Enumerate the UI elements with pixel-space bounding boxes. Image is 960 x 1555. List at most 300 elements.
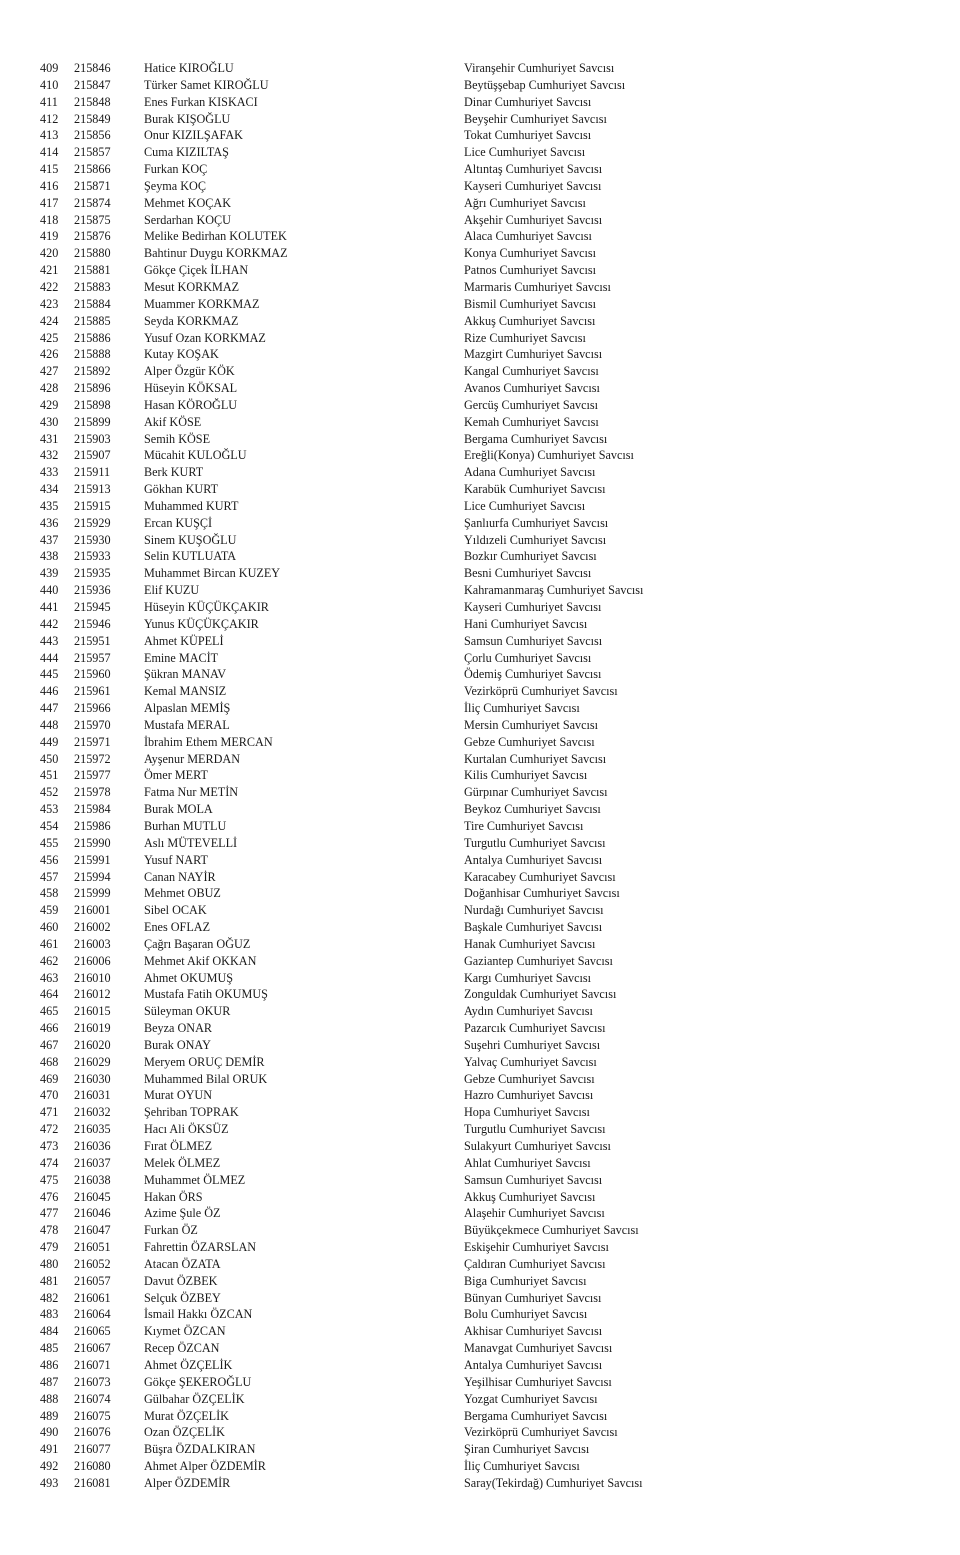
table-row — [0, 397, 960, 414]
table-row — [0, 565, 960, 582]
registry-number: 215929 — [74, 515, 111, 530]
row-number: 487 — [40, 1374, 59, 1389]
assigned-post: İliç Cumhuriyet Savcısı — [464, 1459, 580, 1474]
row-number: 485 — [40, 1341, 59, 1356]
row-number: 444 — [40, 650, 59, 665]
assigned-post: Başkale Cumhuriyet Savcısı — [464, 920, 603, 935]
appointment-list — [0, 60, 960, 1492]
assigned-post: Viranşehir Cumhuriyet Savcısı — [464, 61, 615, 75]
assigned-post: Eskişehir Cumhuriyet Savcısı — [464, 1240, 609, 1255]
person-name: Fahrettin ÖZARSLAN — [144, 1240, 257, 1255]
registry-number: 215888 — [74, 347, 111, 362]
person-name: Kutay KOŞAK — [144, 347, 219, 362]
registry-number: 215898 — [74, 397, 111, 412]
table-row — [0, 801, 960, 818]
row-number: 450 — [40, 751, 59, 766]
assigned-post: Hazro Cumhuriyet Savcısı — [464, 1088, 594, 1103]
table-row — [0, 666, 960, 683]
registry-number: 215907 — [74, 448, 111, 463]
person-name: Burhan MUTLU — [144, 818, 227, 833]
table-row — [0, 885, 960, 902]
table-row — [0, 986, 960, 1003]
person-name: Seyda KORKMAZ — [144, 313, 239, 328]
row-number: 479 — [40, 1240, 59, 1255]
row-number: 475 — [40, 1172, 59, 1187]
registry-number: 216036 — [74, 1139, 111, 1153]
row-number: 471 — [40, 1105, 59, 1120]
person-name: Melike Bedirhan KOLUTEK — [144, 229, 287, 244]
table-row — [0, 431, 960, 448]
table-row — [0, 464, 960, 481]
person-name: Serdarhan KOÇU — [144, 212, 231, 227]
row-number: 409 — [40, 61, 59, 75]
person-name: Hakan ÖRS — [144, 1189, 203, 1204]
registry-number: 215892 — [74, 364, 111, 379]
registry-number: 216076 — [74, 1425, 111, 1440]
registry-number: 215935 — [74, 566, 111, 581]
table-row — [0, 548, 960, 565]
assigned-post: Konya Cumhuriyet Savcısı — [464, 246, 597, 261]
assigned-post: Turgutlu Cumhuriyet Savcısı — [464, 1122, 606, 1137]
assigned-post: Beykoz Cumhuriyet Savcısı — [464, 802, 601, 817]
registry-number: 215960 — [74, 667, 111, 682]
person-name: Hasan KÖROĞLU — [144, 397, 238, 412]
table-row — [0, 296, 960, 313]
table-row — [0, 835, 960, 852]
row-number: 441 — [40, 600, 59, 614]
row-number: 478 — [40, 1223, 59, 1238]
person-name: Akif KÖSE — [144, 414, 202, 429]
assigned-post: Şanlıurfa Cumhuriyet Savcısı — [464, 515, 609, 530]
assigned-post: Zonguldak Cumhuriyet Savcısı — [464, 987, 617, 1002]
row-number: 464 — [40, 987, 59, 1002]
row-number: 463 — [40, 970, 59, 985]
registry-number: 216032 — [74, 1105, 111, 1120]
registry-number: 216064 — [74, 1307, 111, 1322]
assigned-post: Besni Cumhuriyet Savcısı — [464, 566, 592, 581]
assigned-post: Kargı Cumhuriyet Savcısı — [464, 970, 592, 985]
person-name: Selçuk ÖZBEY — [144, 1290, 221, 1305]
assigned-post: Alaşehir Cumhuriyet Savcısı — [464, 1206, 605, 1221]
registry-number: 215881 — [74, 263, 111, 278]
assigned-post: Yalvaç Cumhuriyet Savcısı — [464, 1054, 597, 1069]
row-number: 414 — [40, 145, 59, 160]
table-row — [0, 1323, 960, 1340]
person-name: Mehmet KOÇAK — [144, 195, 231, 210]
row-number: 427 — [40, 364, 59, 379]
assigned-post: Vezirköprü Cumhuriyet Savcısı — [464, 684, 618, 699]
table-row — [0, 262, 960, 279]
registry-number: 215930 — [74, 532, 111, 547]
table-row — [0, 767, 960, 784]
registry-number: 215899 — [74, 414, 111, 429]
person-name: Burak KIŞOĞLU — [144, 111, 231, 126]
person-name: Ahmet ÖZÇELİK — [144, 1357, 233, 1372]
registry-number: 216020 — [74, 1037, 111, 1052]
registry-number: 215875 — [74, 212, 111, 227]
row-number: 445 — [40, 667, 59, 682]
row-number: 489 — [40, 1408, 59, 1423]
registry-number: 216012 — [74, 987, 111, 1002]
assigned-post: Kemah Cumhuriyet Savcısı — [464, 414, 599, 429]
person-name: Gökçe Çiçek İLHAN — [144, 263, 249, 278]
assigned-post: Beyşehir Cumhuriyet Savcısı — [464, 111, 607, 126]
row-number: 468 — [40, 1054, 59, 1069]
assigned-post: Gebze Cumhuriyet Savcısı — [464, 734, 595, 749]
assigned-post: Suşehri Cumhuriyet Savcısı — [464, 1037, 601, 1052]
row-number: 425 — [40, 330, 59, 345]
registry-number: 215977 — [74, 768, 111, 783]
row-number: 486 — [40, 1357, 59, 1372]
assigned-post: Vezirköprü Cumhuriyet Savcısı — [464, 1425, 618, 1440]
registry-number: 215991 — [74, 852, 111, 867]
registry-number: 215946 — [74, 616, 111, 631]
registry-number: 215846 — [74, 61, 111, 75]
table-row — [0, 683, 960, 700]
assigned-post: Hani Cumhuriyet Savcısı — [464, 616, 588, 631]
registry-number: 216052 — [74, 1256, 111, 1271]
person-name: İbrahim Ethem MERCAN — [144, 734, 273, 749]
assigned-post: Ödemiş Cumhuriyet Savcısı — [464, 667, 602, 682]
assigned-post: Hopa Cumhuriyet Savcısı — [464, 1105, 590, 1120]
assigned-post: Saray(Tekirdağ) Cumhuriyet Savcısı — [464, 1475, 643, 1490]
assigned-post: Çorlu Cumhuriyet Savcısı — [464, 650, 592, 665]
person-name: Süleyman OKUR — [144, 1004, 231, 1019]
registry-number: 215847 — [74, 77, 111, 92]
row-number: 420 — [40, 246, 59, 261]
row-number: 490 — [40, 1425, 59, 1440]
row-number: 418 — [40, 212, 59, 227]
row-number: 410 — [40, 77, 59, 92]
registry-number: 216002 — [74, 920, 111, 935]
person-name: Murat OYUN — [144, 1088, 213, 1103]
registry-number: 216074 — [74, 1391, 111, 1406]
registry-number: 215883 — [74, 279, 111, 294]
registry-number: 216051 — [74, 1240, 111, 1255]
table-row — [0, 902, 960, 919]
assigned-post: Yeşilhisar Cumhuriyet Savcısı — [464, 1374, 612, 1389]
table-row — [0, 447, 960, 464]
row-number: 469 — [40, 1071, 59, 1086]
row-number: 449 — [40, 734, 59, 749]
row-number: 436 — [40, 515, 59, 530]
row-number: 415 — [40, 162, 59, 177]
assigned-post: Bergama Cumhuriyet Savcısı — [464, 431, 608, 446]
table-row — [0, 734, 960, 751]
person-name: Gökçe ŞEKEROĞLU — [144, 1374, 252, 1389]
table-row — [0, 582, 960, 599]
table-row — [0, 1222, 960, 1239]
row-number: 419 — [40, 229, 59, 244]
row-number: 458 — [40, 886, 59, 901]
person-name: Mücahit KULOĞLU — [144, 448, 247, 463]
registry-number: 215972 — [74, 751, 111, 766]
row-number: 482 — [40, 1290, 59, 1305]
table-row — [0, 1357, 960, 1374]
table-row — [0, 1306, 960, 1323]
person-name: Meryem ORUÇ DEMİR — [144, 1054, 265, 1069]
assigned-post: Yozgat Cumhuriyet Savcısı — [464, 1391, 598, 1406]
row-number: 459 — [40, 903, 59, 918]
assigned-post: Avanos Cumhuriyet Savcısı — [464, 381, 600, 396]
person-name: Çağrı Başaran OĞUZ — [144, 936, 251, 951]
table-row — [0, 212, 960, 229]
table-row — [0, 94, 960, 111]
registry-number: 216046 — [74, 1206, 111, 1221]
person-name: Burak ONAY — [144, 1037, 211, 1052]
row-number: 493 — [40, 1475, 59, 1490]
row-number: 437 — [40, 532, 59, 547]
person-name: Canan NAYİR — [144, 869, 216, 884]
table-row — [0, 498, 960, 515]
person-name: Ayşenur MERDAN — [144, 751, 241, 766]
registry-number: 216030 — [74, 1071, 111, 1086]
row-number: 457 — [40, 869, 59, 884]
table-row — [0, 1374, 960, 1391]
registry-number: 215866 — [74, 162, 111, 177]
person-name: Türker Samet KIROĞLU — [144, 77, 269, 92]
assigned-post: Çaldıran Cumhuriyet Savcısı — [464, 1256, 606, 1271]
person-name: Büşra ÖZDALKIRAN — [144, 1442, 256, 1457]
person-name: Aslı MÜTEVELLİ — [144, 835, 238, 850]
table-row — [0, 245, 960, 262]
row-number: 412 — [40, 111, 59, 126]
person-name: Mustafa Fatih OKUMUŞ — [144, 987, 268, 1002]
table-row — [0, 616, 960, 633]
table-row — [0, 784, 960, 801]
table-row — [0, 869, 960, 886]
registry-number: 216071 — [74, 1357, 111, 1372]
table-row — [0, 970, 960, 987]
row-number: 439 — [40, 566, 59, 581]
row-number: 488 — [40, 1391, 59, 1406]
table-row — [0, 700, 960, 717]
row-number: 433 — [40, 465, 59, 480]
person-name: Ömer MERT — [144, 768, 208, 783]
assigned-post: Biga Cumhuriyet Savcısı — [464, 1273, 587, 1288]
row-number: 477 — [40, 1206, 59, 1221]
assigned-post: Gürpınar Cumhuriyet Savcısı — [464, 785, 608, 800]
row-number: 447 — [40, 701, 59, 716]
assigned-post: Rize Cumhuriyet Savcısı — [464, 330, 586, 345]
assigned-post: Yıldızeli Cumhuriyet Savcısı — [464, 532, 607, 547]
assigned-post: Altıntaş Cumhuriyet Savcısı — [464, 162, 603, 177]
assigned-post: Akkuş Cumhuriyet Savcısı — [464, 313, 596, 328]
person-name: Yusuf Ozan KORKMAZ — [144, 330, 266, 345]
registry-number: 215933 — [74, 549, 111, 564]
row-number: 454 — [40, 818, 59, 833]
assigned-post: Manavgat Cumhuriyet Savcısı — [464, 1341, 613, 1356]
registry-number: 216019 — [74, 1021, 111, 1036]
table-row — [0, 532, 960, 549]
registry-number: 215951 — [74, 633, 111, 648]
person-name: Ercan KUŞÇİ — [144, 515, 213, 530]
person-name: Gülbahar ÖZÇELİK — [144, 1391, 245, 1406]
row-number: 465 — [40, 1004, 59, 1019]
registry-number: 216061 — [74, 1290, 111, 1305]
assigned-post: Nurdağı Cumhuriyet Savcısı — [464, 903, 604, 918]
person-name: Furkan KOÇ — [144, 162, 208, 177]
registry-number: 216003 — [74, 936, 111, 951]
registry-number: 216075 — [74, 1408, 111, 1423]
registry-number: 215945 — [74, 600, 111, 614]
row-number: 428 — [40, 381, 59, 396]
assigned-post: Akkuş Cumhuriyet Savcısı — [464, 1189, 596, 1204]
assigned-post: Gercüş Cumhuriyet Savcısı — [464, 397, 599, 412]
table-row — [0, 717, 960, 734]
row-number: 422 — [40, 279, 59, 294]
assigned-post: Beytüşşebap Cumhuriyet Savcısı — [464, 77, 626, 92]
person-name: Muhammed KURT — [144, 498, 239, 513]
assigned-post: Karacabey Cumhuriyet Savcısı — [464, 869, 616, 884]
table-row — [0, 1408, 960, 1425]
table-row — [0, 650, 960, 667]
table-row — [0, 346, 960, 363]
table-row — [0, 330, 960, 347]
assigned-post: Akhisar Cumhuriyet Savcısı — [464, 1324, 603, 1339]
assigned-post: Bergama Cumhuriyet Savcısı — [464, 1408, 608, 1423]
row-number: 470 — [40, 1088, 59, 1103]
row-number: 491 — [40, 1442, 59, 1457]
row-number: 416 — [40, 178, 59, 193]
table-row — [0, 1003, 960, 1020]
assigned-post: Samsun Cumhuriyet Savcısı — [464, 633, 603, 648]
table-row — [0, 1172, 960, 1189]
row-number: 472 — [40, 1122, 59, 1137]
registry-number: 215886 — [74, 330, 111, 345]
registry-number: 216035 — [74, 1122, 111, 1137]
table-row — [0, 1290, 960, 1307]
table-row — [0, 228, 960, 245]
registry-number: 215885 — [74, 313, 111, 328]
person-name: Muhammed Bilal ORUK — [144, 1071, 268, 1086]
row-number: 434 — [40, 482, 59, 497]
table-row — [0, 633, 960, 650]
row-number: 474 — [40, 1155, 59, 1170]
row-number: 426 — [40, 347, 59, 362]
registry-number: 216029 — [74, 1054, 111, 1069]
table-row — [0, 1087, 960, 1104]
person-name: Ahmet KÜPELİ — [144, 633, 224, 648]
person-name: Melek ÖLMEZ — [144, 1155, 221, 1170]
person-name: Alper ÖZDEMİR — [144, 1475, 231, 1490]
person-name: Burak MOLA — [144, 802, 213, 817]
table-row — [0, 1104, 960, 1121]
assigned-post: Kangal Cumhuriyet Savcısı — [464, 364, 599, 379]
registry-number: 215848 — [74, 94, 111, 109]
assigned-post: Lice Cumhuriyet Savcısı — [464, 498, 586, 513]
registry-number: 215876 — [74, 229, 111, 244]
registry-number: 216038 — [74, 1172, 111, 1187]
row-number: 462 — [40, 953, 59, 968]
row-number: 453 — [40, 802, 59, 817]
table-row — [0, 1475, 960, 1492]
table-row — [0, 111, 960, 128]
table-row — [0, 313, 960, 330]
row-number: 435 — [40, 498, 59, 513]
person-name: Beyza ONAR — [144, 1021, 213, 1036]
registry-number: 215880 — [74, 246, 111, 261]
person-name: Alpaslan MEMİŞ — [144, 701, 231, 716]
person-name: Atacan ÖZATA — [144, 1256, 221, 1271]
registry-number: 215856 — [74, 128, 111, 143]
person-name: Hüseyin KÜÇÜKÇAKIR — [144, 600, 269, 614]
assigned-post: Bozkır Cumhuriyet Savcısı — [464, 549, 597, 564]
table-row — [0, 77, 960, 94]
table-row — [0, 127, 960, 144]
person-name: Hacı Ali ÖKSÜZ — [144, 1122, 229, 1137]
table-row — [0, 1037, 960, 1054]
assigned-post: Samsun Cumhuriyet Savcısı — [464, 1172, 603, 1187]
person-name: Furkan ÖZ — [144, 1223, 198, 1238]
person-name: Ahmet Alper ÖZDEMİR — [144, 1459, 266, 1474]
row-number: 461 — [40, 936, 59, 951]
table-row — [0, 1441, 960, 1458]
assigned-post: Adana Cumhuriyet Savcısı — [464, 465, 596, 480]
registry-number: 216081 — [74, 1475, 111, 1490]
assigned-post: Antalya Cumhuriyet Savcısı — [464, 1357, 603, 1372]
row-number: 451 — [40, 768, 59, 783]
registry-number: 215999 — [74, 886, 111, 901]
row-number: 484 — [40, 1324, 59, 1339]
person-name: Yusuf NART — [144, 852, 208, 867]
registry-number: 216077 — [74, 1442, 111, 1457]
registry-number: 216080 — [74, 1459, 111, 1474]
person-name: Mehmet OBUZ — [144, 886, 221, 901]
table-row — [0, 178, 960, 195]
row-number: 424 — [40, 313, 59, 328]
person-name: Azime Şule ÖZ — [144, 1206, 221, 1221]
assigned-post: Tire Cumhuriyet Savcısı — [464, 818, 584, 833]
person-name: Mehmet Akif OKKAN — [144, 953, 257, 968]
table-row — [0, 1205, 960, 1222]
assigned-post: Alaca Cumhuriyet Savcısı — [464, 229, 592, 244]
registry-number: 215990 — [74, 835, 111, 850]
table-row — [0, 1458, 960, 1475]
assigned-post: Mersin Cumhuriyet Savcısı — [464, 717, 599, 732]
person-name: Muhammet Bircan KUZEY — [144, 566, 281, 581]
assigned-post: Gaziantep Cumhuriyet Savcısı — [464, 953, 613, 968]
registry-number: 215884 — [74, 296, 111, 311]
registry-number: 215978 — [74, 785, 111, 800]
row-number: 467 — [40, 1037, 59, 1052]
row-number: 455 — [40, 835, 59, 850]
row-number: 440 — [40, 583, 59, 598]
person-name: Şeyma KOÇ — [144, 178, 206, 193]
assigned-post: Kurtalan Cumhuriyet Savcısı — [464, 751, 607, 766]
person-name: Onur KIZILŞAFAK — [144, 128, 243, 143]
person-name: Selin KUTLUATA — [144, 549, 237, 564]
assigned-post: Patnos Cumhuriyet Savcısı — [464, 263, 597, 278]
registry-number: 216073 — [74, 1374, 111, 1389]
assigned-post: Pazarcık Cumhuriyet Savcısı — [464, 1021, 606, 1036]
person-name: Şükran MANAV — [144, 667, 227, 682]
registry-number: 215971 — [74, 734, 111, 749]
row-number: 429 — [40, 397, 59, 412]
person-name: Berk KURT — [144, 465, 204, 480]
table-row — [0, 363, 960, 380]
table-row — [0, 599, 960, 616]
person-name: Hatice KIROĞLU — [144, 61, 234, 75]
person-name: Alper Özgür KÖK — [144, 364, 235, 379]
registry-number: 215896 — [74, 381, 111, 396]
row-number: 481 — [40, 1273, 59, 1288]
row-number: 423 — [40, 296, 59, 311]
person-name: İsmail Hakkı ÖZCAN — [144, 1307, 253, 1322]
table-row — [0, 1239, 960, 1256]
registry-number: 215957 — [74, 650, 111, 665]
row-number: 460 — [40, 920, 59, 935]
